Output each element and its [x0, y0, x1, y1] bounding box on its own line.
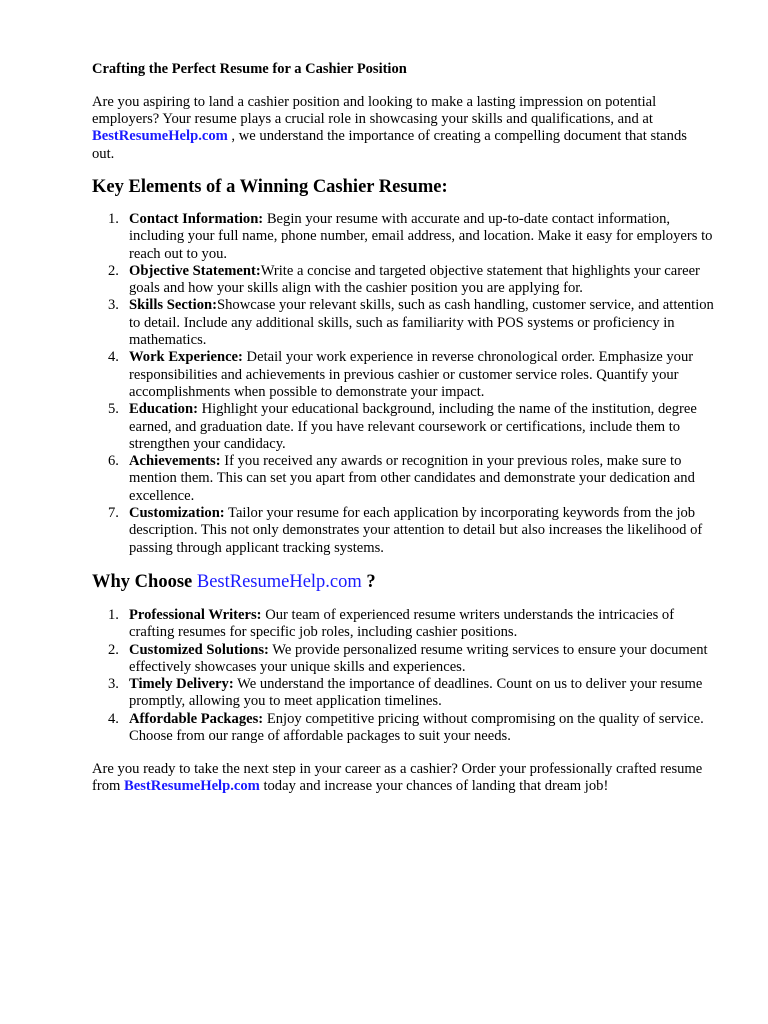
- item-text: Begin your resume with accurate and up-to-date contact information, including your full name, phone number, email address, and location. Make it easy for employers to reach out to you.: [129, 211, 713, 262]
- list-item: [108, 211, 714, 263]
- list-item: [108, 642, 714, 677]
- intro-text: Are you aspiring to land a cashier position and looking to make a lasting impression on potential employers? Your resume plays a crucial role in showcasing your skills and qualifications, and at: [92, 94, 657, 128]
- item-label: Achievements:: [129, 453, 221, 470]
- item-number: 6.: [108, 453, 119, 470]
- list-item: [108, 297, 714, 349]
- item-label: Education:: [129, 401, 198, 418]
- item-number: 1.: [108, 607, 119, 623]
- item-text: We provide personalized resume writing services to ensure your document effectively showcases your unique skills and experiences.: [129, 641, 708, 675]
- item-number: 3.: [108, 297, 119, 314]
- intro-text-end: , we understand the importance of creating a compelling document that stands out.: [92, 128, 687, 162]
- key-elements-list: [108, 211, 714, 557]
- item-number: 7.: [108, 505, 119, 522]
- intro-paragraph: [92, 94, 702, 163]
- item-number: 1.: [108, 211, 119, 227]
- item-text: Enjoy competitive pricing without compromising on the quality of service. Choose from our range of affordable packages to suit your needs.: [129, 710, 704, 745]
- why-choose-list: [108, 607, 714, 745]
- item-number: 4.: [108, 349, 119, 366]
- item-text: We understand the importance of deadlines. Count on us to deliver your resume promptly, allowing you to meet application timelines.: [129, 676, 703, 710]
- item-label: Customization:: [129, 505, 225, 522]
- item-label: Skills Section:: [129, 297, 217, 314]
- outro-text-end: today and increase your chances of landing that dream job!: [259, 778, 609, 795]
- item-number: 4.: [108, 710, 119, 727]
- item-text: If you received any awards or recognition in your previous roles, make sure to mention them. This can set you apart from other candidates and demonstrate your dedication and excellence.: [129, 453, 695, 504]
- list-item: [108, 263, 714, 298]
- outro-text: Are you ready to take the next step in your career as a cashier? Order your professionally crafted resume from: [92, 761, 703, 795]
- item-text: Tailor your resume for each application by incorporating keywords from the job description. This not only demonstrates your attention to detail but also increases the likelihood of passing through applicant tracking systems.: [129, 505, 703, 556]
- list-item: [108, 676, 714, 711]
- item-text: Our team of experienced resume writers understands the intricacies of crafting resumes for specific job roles, including cashier positions.: [129, 607, 675, 641]
- item-text: Detail your work experience in reverse chronological order. Emphasize your responsibilities and achievements in previous cashier or customer service roles. Quantify your accomplishments when possible to demonstrate your impact.: [129, 349, 694, 400]
- list-item: [108, 607, 714, 642]
- item-label: Affordable Packages:: [129, 710, 264, 727]
- item-number: 2.: [108, 262, 119, 279]
- item-text: Write a concise and targeted objective statement that highlights your career goals and how your skills align with the cashier position you are applying for.: [129, 262, 700, 297]
- outro-link[interactable]: BestResumeHelp.com: [124, 778, 260, 795]
- item-text: Highlight your educational background, including the name of the institution, degree earned, and graduation date. If you have relevant coursework or certifications, include them to strengthen your candidacy.: [129, 401, 697, 452]
- document-title: Crafting the Perfect Resume for a Cashier Position: [92, 61, 407, 77]
- item-label: Objective Statement:: [129, 262, 261, 279]
- item-number: 3.: [108, 676, 119, 693]
- heading-text-end: ?: [361, 572, 376, 592]
- item-label: Customized Solutions:: [129, 641, 269, 658]
- section-heading-key-elements: Key Elements of a Winning Cashier Resume:: [92, 177, 448, 197]
- item-number: 2.: [108, 641, 119, 658]
- item-label: Timely Delivery:: [129, 676, 234, 693]
- item-label: Professional Writers:: [129, 607, 262, 623]
- list-item: [108, 505, 714, 557]
- item-label: Work Experience:: [129, 349, 243, 366]
- section-heading-why-choose: [92, 572, 376, 593]
- heading-text: Why Choose: [92, 572, 197, 592]
- item-number: 5.: [108, 401, 119, 418]
- closing-paragraph: [92, 761, 732, 795]
- heading-link[interactable]: BestResumeHelp.com: [196, 572, 362, 592]
- list-item: [108, 453, 714, 505]
- intro-link[interactable]: BestResumeHelp.com: [92, 128, 228, 145]
- list-item: [108, 401, 714, 453]
- item-label: Contact Information:: [129, 211, 264, 227]
- list-item: [108, 349, 714, 401]
- list-item: [108, 711, 714, 746]
- item-text: Showcase your relevant skills, such as cash handling, customer service, and attention to detail. Include any additional skills, such as familiarity with POS systems or proficiency in mathematics.: [129, 297, 714, 349]
